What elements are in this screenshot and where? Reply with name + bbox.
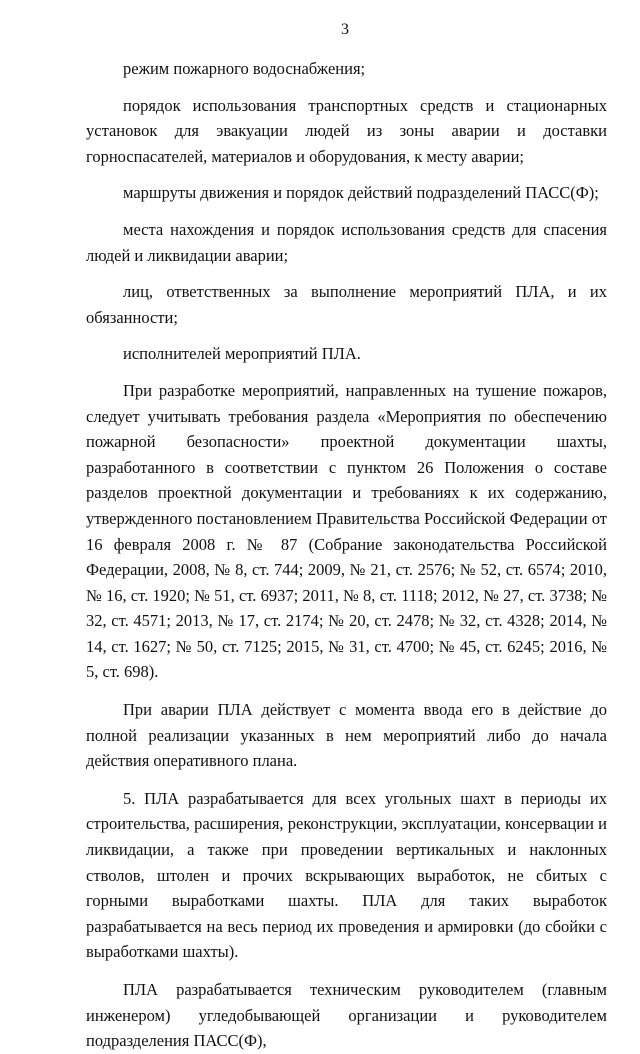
paragraph-fire-water-supply: режим пожарного водоснабжения; [123, 59, 366, 78]
paragraph-pla-developers: ПЛА разрабатывается техническим руководителем (главным инженером) угледобывающей организации и руководителем подразделения ПАСС(Ф), [86, 980, 607, 1051]
paragraph-pass-routes: маршруты движения и порядок действий подразделений ПАСС(Ф); [123, 183, 599, 203]
page-number: 3 [341, 21, 349, 38]
paragraph-pla-validity: При аварии ПЛА действует с момента ввода его в действие до полной реализации указанных в нем мероприятий либо до начала действия оперативного плана. [86, 700, 607, 771]
paragraph-executors: исполнителей мероприятий ПЛА. [123, 344, 361, 364]
paragraph-responsible-persons: лиц, ответственных за выполнение мероприятий ПЛА, и их обязанности; [86, 282, 607, 327]
paragraph-transport-evacuation: порядок использования транспортных средств и стационарных установок для эвакуации людей из зоны аварии и доставки горноспасателей, материалов и оборудования, к месту аварии; [86, 95, 607, 166]
paragraph-section-5: 5. ПЛА разрабатывается для всех угольных шахт в периоды их строительства, расширения, реконструкции, эксплуатации, консервации и ликвидации, а также при проведении вертикальных и наклонных стволов, штолен и прочих вскрывающих выработок, не сбитых с горными выработками шахты. ПЛА для таких выработок разрабатывается на весь период их проведения и армировки (до сбойки с выработками шахты). [86, 788, 607, 962]
paragraph-rescue-means: места нахождения и порядок использования средств для спасения людей и ликвидации аварии; [86, 219, 607, 265]
paragraph-fire-requirements: При разработке мероприятий, направленных на тушение пожаров, следует учитывать требования раздела «Мероприятия по обеспечению пожарной безопасности» проектной документации шахты, разработанного в соответствии с пунктом 26 Положения о составе разделов проектной документации и требованиях к их содержанию, утвержденного постановлением Правительства Российской Федерации от 16 февраля 2008 г. № 87 (Собрание законодательства Российской Федерации, 2008, № 8, ст. 744; 2009, № 21, ст. 2576; № 52, ст. 6574; 2010, № 16, ст. 1920; № 51, ст. 6937; 2011, № 8, ст. 1118; 2012, № 27, ст. 3738; № 32, ст. 4571; 2013, № 17, ст. 2174; № 20, ст. 2478; № 32, ст. 4328; 2014, № 14, ст. 1627; № 50, ст. 7125; 2015, № 31, ст. 4700; № 45, ст. 6245; 2016, № 5, ст. 698). [86, 380, 607, 682]
document-body [86, 56, 607, 1054]
